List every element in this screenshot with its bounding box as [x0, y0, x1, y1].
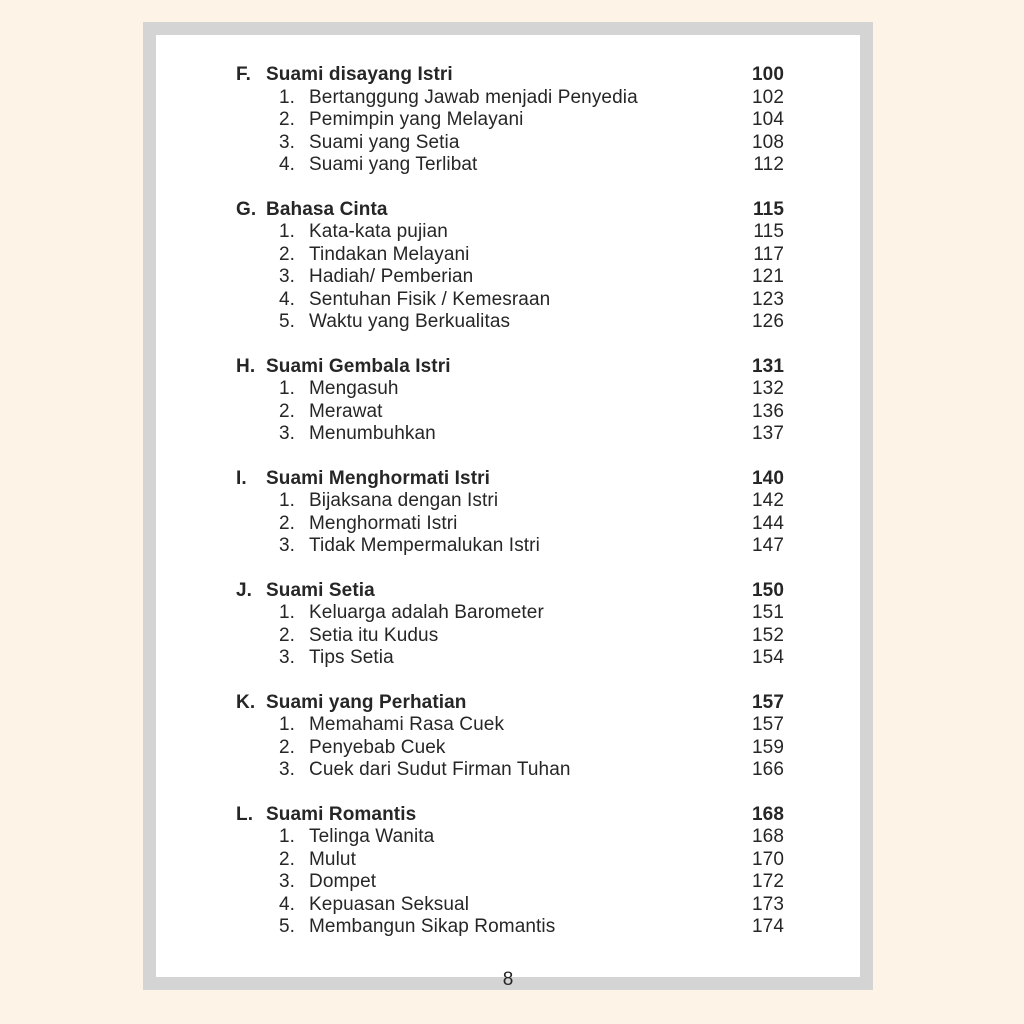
section-letter: L.	[236, 803, 254, 825]
item-page: 172	[751, 871, 784, 892]
item-page: 144	[751, 512, 784, 534]
section-letter: J.	[236, 579, 253, 601]
toc-item	[236, 535, 784, 558]
item-number: 1.	[279, 378, 296, 399]
item-title: Tindakan Melayani	[309, 243, 470, 265]
toc-item	[236, 871, 784, 894]
toc-item	[236, 378, 784, 401]
item-page: 123	[751, 288, 784, 310]
section-title: Suami yang Perhatian	[266, 691, 467, 713]
item-number: 2.	[279, 400, 296, 422]
item-page: 147	[751, 535, 784, 556]
toc-item	[236, 289, 784, 312]
item-number: 3.	[279, 535, 296, 556]
toc-section-header	[236, 804, 784, 827]
item-number: 4.	[279, 893, 296, 915]
section-title: Suami Romantis	[266, 803, 417, 825]
toc-section-header	[236, 580, 784, 603]
item-title: Kata-kata pujian	[309, 221, 448, 242]
item-number: 2.	[279, 512, 296, 534]
section-page: 100	[751, 64, 784, 85]
item-title: Waktu yang Berkualitas	[309, 311, 511, 332]
item-title: Membangun Sikap Romantis	[309, 916, 556, 937]
item-title: Sentuhan Fisik / Kemesraan	[309, 288, 551, 310]
item-page: 173	[751, 893, 784, 915]
toc-section-header	[236, 199, 784, 222]
item-number: 1.	[279, 602, 296, 623]
item-title: Tips Setia	[309, 647, 394, 668]
item-number: 2.	[279, 624, 296, 646]
item-title: Bijaksana dengan Istri	[309, 490, 499, 511]
toc-item	[236, 311, 784, 334]
toc-item	[236, 513, 784, 536]
toc-item	[236, 916, 784, 939]
toc-section	[236, 804, 784, 939]
toc-section	[236, 692, 784, 782]
item-number: 3.	[279, 266, 296, 287]
toc-item	[236, 602, 784, 625]
toc-section	[236, 64, 784, 177]
item-title: Mengasuh	[309, 378, 399, 399]
item-number: 3.	[279, 647, 296, 668]
toc-page	[143, 22, 873, 990]
toc-item	[236, 266, 784, 289]
item-page: 115	[753, 221, 784, 242]
item-number: 5.	[279, 311, 296, 332]
item-page: 137	[751, 423, 784, 444]
item-number: 4.	[279, 154, 296, 175]
toc-item	[236, 221, 784, 244]
item-title: Suami yang Setia	[309, 131, 460, 153]
item-title: Memahami Rasa Cuek	[309, 714, 505, 735]
section-title: Suami Menghormati Istri	[266, 467, 491, 489]
toc-item	[236, 109, 784, 132]
item-title: Setia itu Kudus	[309, 624, 439, 646]
item-page: 168	[751, 826, 784, 847]
item-number: 1.	[279, 490, 296, 511]
item-page: 126	[751, 311, 784, 332]
toc-section	[236, 356, 784, 446]
item-number: 2.	[279, 848, 296, 870]
section-letter: H.	[236, 355, 256, 377]
section-title: Suami Gembala Istri	[266, 355, 451, 377]
item-number: 1.	[279, 86, 296, 108]
item-title: Mulut	[309, 848, 356, 870]
item-title: Tidak Mempermalukan Istri	[309, 535, 540, 556]
item-page: 157	[751, 714, 784, 735]
toc-section-header	[236, 64, 784, 87]
item-title: Menumbuhkan	[309, 423, 436, 444]
section-letter: F.	[236, 64, 251, 85]
toc-section	[236, 199, 784, 334]
item-title: Dompet	[309, 871, 377, 892]
item-title: Penyebab Cuek	[309, 736, 446, 758]
item-title: Pemimpin yang Melayani	[309, 109, 524, 130]
item-page: 136	[751, 400, 784, 422]
toc-item	[236, 423, 784, 446]
item-page: 174	[751, 916, 784, 937]
item-number: 2.	[279, 243, 296, 265]
item-number: 1.	[279, 714, 296, 735]
section-page: 140	[751, 467, 784, 489]
item-title: Cuek dari Sudut Firman Tuhan	[309, 759, 571, 780]
item-page: 170	[751, 848, 784, 870]
section-letter: I.	[236, 467, 247, 489]
item-page: 132	[751, 378, 784, 399]
toc-section-header	[236, 468, 784, 491]
toc-section	[236, 580, 784, 670]
section-page: 150	[751, 579, 784, 601]
item-title: Telinga Wanita	[309, 826, 435, 847]
toc-item	[236, 849, 784, 872]
item-title: Kepuasan Seksual	[309, 893, 470, 915]
item-title: Merawat	[309, 400, 383, 422]
toc-item	[236, 244, 784, 267]
item-page: 108	[751, 131, 784, 153]
toc-section-header	[236, 356, 784, 379]
item-title: Menghormati Istri	[309, 512, 458, 534]
toc-item	[236, 826, 784, 849]
item-number: 2.	[279, 736, 296, 758]
item-page: 166	[751, 759, 784, 780]
item-page: 112	[753, 154, 784, 175]
item-number: 2.	[279, 109, 296, 130]
item-page: 154	[751, 647, 784, 668]
item-page: 117	[753, 243, 784, 265]
section-page: 115	[753, 198, 784, 220]
toc-item	[236, 490, 784, 513]
item-page: 102	[751, 86, 784, 108]
item-number: 4.	[279, 288, 296, 310]
section-page: 131	[751, 355, 784, 377]
toc-list	[236, 64, 784, 961]
item-page: 142	[751, 490, 784, 511]
toc-item	[236, 132, 784, 155]
section-letter: G.	[236, 198, 257, 220]
item-title: Suami yang Terlibat	[309, 154, 478, 175]
toc-item	[236, 87, 784, 110]
item-title: Hadiah/ Pemberian	[309, 266, 474, 287]
item-number: 3.	[279, 871, 296, 892]
item-title: Keluarga adalah Barometer	[309, 602, 544, 623]
section-letter: K.	[236, 691, 256, 713]
item-number: 1.	[279, 221, 296, 242]
toc-item	[236, 154, 784, 177]
toc-item	[236, 401, 784, 424]
toc-section	[236, 468, 784, 558]
item-page: 152	[751, 624, 784, 646]
toc-item	[236, 714, 784, 737]
item-page: 121	[751, 266, 784, 287]
toc-item	[236, 737, 784, 760]
section-title: Suami Setia	[266, 579, 375, 601]
item-page: 159	[751, 736, 784, 758]
item-number: 1.	[279, 826, 296, 847]
section-title: Bahasa Cinta	[266, 198, 388, 220]
item-page: 104	[751, 109, 784, 130]
item-number: 3.	[279, 131, 296, 153]
section-page: 168	[751, 803, 784, 825]
toc-item	[236, 894, 784, 917]
item-number: 3.	[279, 423, 296, 444]
item-number: 3.	[279, 759, 296, 780]
section-page: 157	[751, 691, 784, 713]
page-number: 8	[502, 968, 514, 990]
toc-item	[236, 647, 784, 670]
toc-section-header	[236, 692, 784, 715]
toc-item	[236, 759, 784, 782]
section-title: Suami disayang Istri	[266, 64, 453, 85]
toc-item	[236, 625, 784, 648]
item-page: 151	[751, 602, 784, 623]
item-number: 5.	[279, 916, 296, 937]
item-title: Bertanggung Jawab menjadi Penyedia	[309, 86, 638, 108]
